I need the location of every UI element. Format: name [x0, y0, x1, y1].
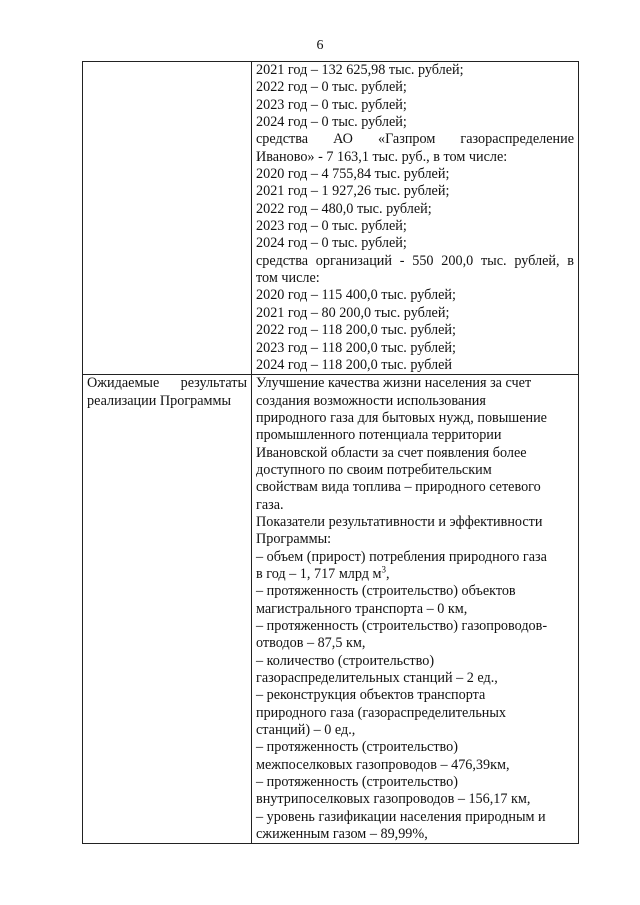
gazprom-year-line: 2023 год – 0 тыс. рублей; — [256, 218, 407, 235]
result-line: природного газа для бытовых нужд, повышение — [256, 409, 547, 426]
funding-value-cell — [252, 62, 579, 375]
page-number: 6 — [316, 38, 324, 53]
result-line: свойствам вида топлива – природного сетевого — [256, 479, 541, 496]
indicator-line: внутрипоселковых газопроводов – 156,17 км, — [256, 791, 531, 808]
indicator-line: – протяженность (строительство) — [256, 774, 458, 791]
indicators-heading: Показатели результативности и эффективности — [256, 513, 543, 530]
result-line: создания возможности использования — [256, 392, 486, 409]
expected-results-label-line1: Ожидаемые результаты — [87, 375, 247, 392]
table-row-expected-results — [83, 375, 579, 844]
gazprom-year-line: 2020 год – 4 755,84 тыс. рублей; — [256, 166, 450, 183]
organizations-funding-sub: том числе: — [256, 270, 320, 287]
gazprom-funding-heading: средства АО «Газпром газораспределение — [256, 131, 574, 148]
volume-superscript: 3 — [381, 564, 387, 575]
indicator-line: отводов – 87,5 км, — [256, 635, 366, 652]
indicator-line: – объем (прирост) потребления природного газа — [256, 548, 547, 565]
indicator-line: – количество (строительство) — [256, 652, 435, 669]
funding-line: 2021 год – 132 625,98 тыс. рублей; — [256, 62, 464, 78]
result-line: доступного по своим потребительским — [256, 461, 492, 478]
volume-text: в год – 1, 717 млрд м — [256, 565, 382, 582]
volume-tail: , — [386, 565, 390, 582]
gazprom-year-line: 2024 год – 0 тыс. рублей; — [256, 235, 407, 252]
result-line: промышленного потенциала территории — [256, 427, 502, 444]
indicator-line: станций) – 0 ед., — [256, 722, 356, 739]
gazprom-funding-total: Иваново» - 7 163,1 тыс. руб., в том числе: — [256, 148, 508, 165]
result-line: газа. — [256, 496, 284, 513]
result-line: Улучшение качества жизни населения за счет — [256, 375, 532, 392]
indicators-heading-cont: Программы: — [256, 531, 332, 548]
expected-results-label-cell — [83, 375, 252, 844]
organizations-year-line: 2021 год – 80 200,0 тыс. рублей; — [256, 304, 450, 321]
indicator-line: межпоселковых газопроводов – 476,39км, — [256, 756, 510, 773]
organizations-funding-heading: средства организаций - 550 200,0 тыс. рублей, в — [256, 252, 574, 269]
program-passport-table — [82, 61, 579, 844]
organizations-year-line: 2023 год – 118 200,0 тыс. рублей; — [256, 339, 456, 356]
indicator-line: – реконструкция объектов транспорта — [256, 687, 486, 704]
organizations-year-line: 2020 год – 115 400,0 тыс. рублей; — [256, 287, 456, 304]
gazprom-year-line: 2022 год – 480,0 тыс. рублей; — [256, 200, 432, 217]
indicator-line: – уровень газификации населения природным и — [256, 808, 546, 825]
organizations-year-line: 2024 год – 118 200,0 тыс. рублей — [256, 356, 453, 373]
expected-results-value-cell — [252, 375, 579, 844]
indicator-line: сжиженным газом – 89,99%, — [256, 826, 428, 843]
indicator-line: – протяженность (строительство) газопроводов- — [256, 618, 548, 634]
indicator-line: – протяженность (строительство) объектов — [256, 583, 516, 600]
funding-line: 2022 год – 0 тыс. рублей; — [256, 79, 407, 96]
funding-line: 2023 год – 0 тыс. рублей; — [256, 96, 407, 113]
indicator-line: газораспределительных станций – 2 ед., — [256, 670, 498, 687]
indicator-line: магистрального транспорта – 0 км, — [256, 600, 468, 617]
expected-results-label-line2: реализации Программы — [87, 392, 232, 409]
indicator-line: природного газа (газораспределительных — [256, 704, 507, 721]
result-line: Ивановской области за счет появления более — [256, 444, 527, 461]
gazprom-year-line: 2021 год – 1 927,26 тыс. рублей; — [256, 183, 450, 200]
indicator-line: – протяженность (строительство) — [256, 739, 458, 756]
organizations-year-line: 2022 год – 118 200,0 тыс. рублей; — [256, 322, 456, 339]
funding-line: 2024 год – 0 тыс. рублей; — [256, 114, 407, 131]
indicator-volume-line — [256, 566, 574, 583]
table-row-funding — [83, 62, 579, 375]
funding-label-cell — [83, 62, 252, 375]
